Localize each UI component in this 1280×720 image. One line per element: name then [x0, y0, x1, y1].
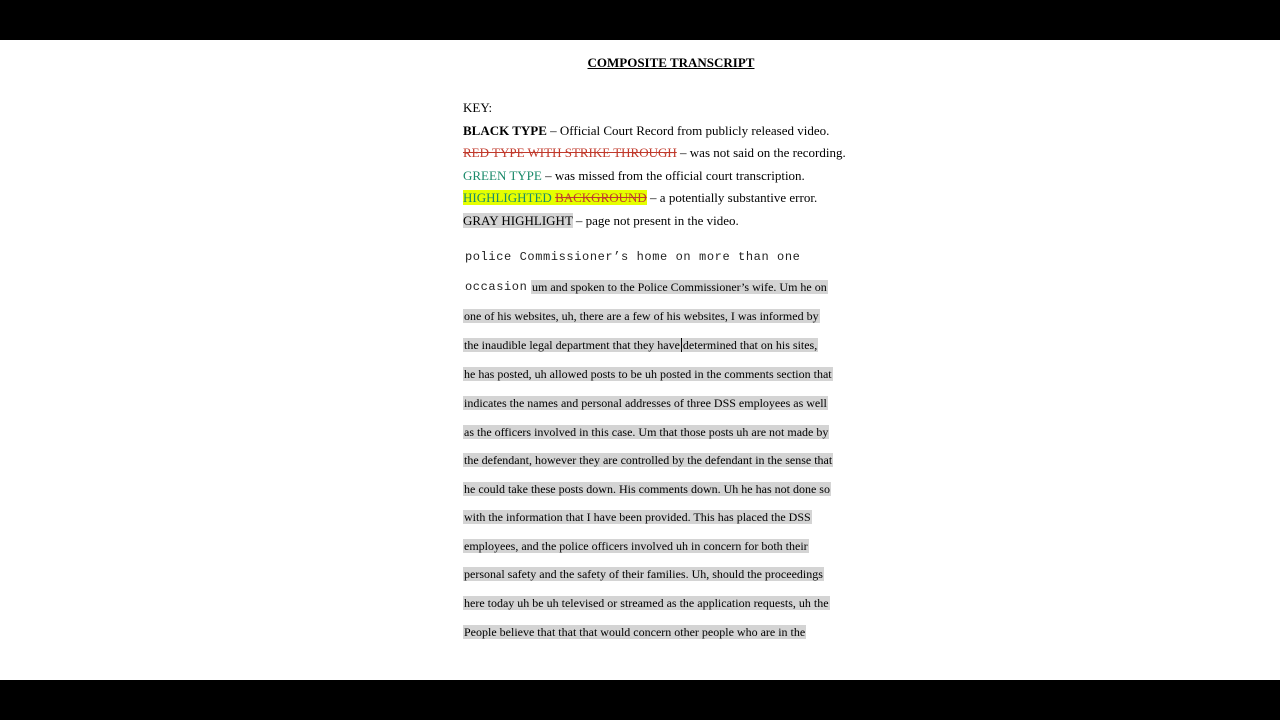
transcript-line-4	[463, 337, 818, 354]
key-legend	[463, 99, 846, 234]
key-highlighted-label-a: HIGHLIGHTED	[463, 190, 556, 205]
key-green-row	[463, 167, 846, 190]
key-highlighted-label-b: BACKGROUND	[555, 190, 647, 205]
key-green-label: GREEN TYPE	[463, 167, 542, 183]
key-gray-label: GRAY HIGHLIGHT	[463, 212, 573, 228]
transcript-line-13-text: here today uh be uh televised or streamed as the application requests, uh the	[464, 596, 829, 610]
transcript-line-4a-text: the inaudible legal department that they have	[464, 338, 680, 352]
transcript-line-14	[463, 624, 806, 641]
transcript-mono-line-1: police Commissioner’s home on more than one	[465, 250, 801, 264]
transcript-line-3	[463, 308, 820, 325]
transcript-line-8-text: the defendant, however they are controlled by the defendant in the sense that	[464, 453, 833, 467]
key-heading-text: KEY:	[463, 100, 493, 115]
key-red-desc: – was not said on the recording.	[676, 145, 846, 160]
key-black-desc: – Official Court Record from publicly released video.	[546, 122, 830, 138]
transcript-mono-line-2: occasion	[465, 280, 528, 294]
document-page	[0, 40, 1280, 680]
transcript-line-5	[463, 366, 833, 383]
transcript-line-2-text: um and spoken to the Police Commissioner’s wife. Um he on	[532, 280, 827, 294]
letterbox-bottom	[0, 680, 1280, 720]
transcript-line-9-text: he could take these posts down. His comments down. Uh he has not done so	[464, 482, 830, 496]
key-black-label: BLACK TYPE	[463, 122, 547, 138]
key-black-row	[463, 122, 846, 145]
transcript-line-13	[463, 595, 830, 612]
transcript-line-7-text: as the officers involved in this case. Um that those posts uh are not made by	[464, 425, 829, 439]
key-gray-row	[463, 212, 846, 235]
transcript-line-6-text: indicates the names and personal addresses of three DSS employees as well	[464, 396, 827, 410]
key-highlighted-row	[463, 189, 846, 212]
transcript-line-10	[463, 509, 812, 526]
transcript-line-7	[463, 424, 829, 441]
transcript-line-12-text: personal safety and the safety of their families. Uh, should the proceedings	[464, 567, 823, 581]
transcript-line-5-text: he has posted, uh allowed posts to be uh posted in the comments section that	[464, 367, 832, 381]
transcript-line-12	[463, 566, 824, 583]
transcript-line-9	[463, 481, 831, 498]
transcript-line-14-text: People believe that that that would concern other people who are in the	[464, 625, 806, 639]
transcript-line-11-text: employees, and the police officers involved uh in concern for both their	[464, 539, 808, 553]
transcript-line-2	[531, 279, 828, 296]
transcript-line-4b-text: determined that on his sites,	[682, 338, 818, 352]
key-green-desc: – was missed from the official court transcription.	[541, 167, 805, 183]
key-heading	[463, 99, 846, 122]
letterbox-top	[0, 0, 1280, 40]
key-red-row	[463, 144, 846, 167]
transcript-line-11	[463, 538, 809, 555]
key-highlighted-desc: – a potentially substantive error.	[646, 190, 818, 205]
document-title: COMPOSITE TRANSCRIPT	[587, 55, 755, 70]
transcript-line-8	[463, 452, 833, 469]
transcript-line-6	[463, 395, 828, 412]
transcript-line-3-text: one of his websites, uh, there are a few of his websites, I was informed by	[464, 309, 819, 323]
key-red-label: RED TYPE WITH STRIKE THROUGH	[463, 145, 677, 160]
key-gray-desc: – page not present in the video.	[572, 212, 739, 228]
transcript-line-10-text: with the information that I have been provided. This has placed the DSS	[464, 510, 811, 524]
